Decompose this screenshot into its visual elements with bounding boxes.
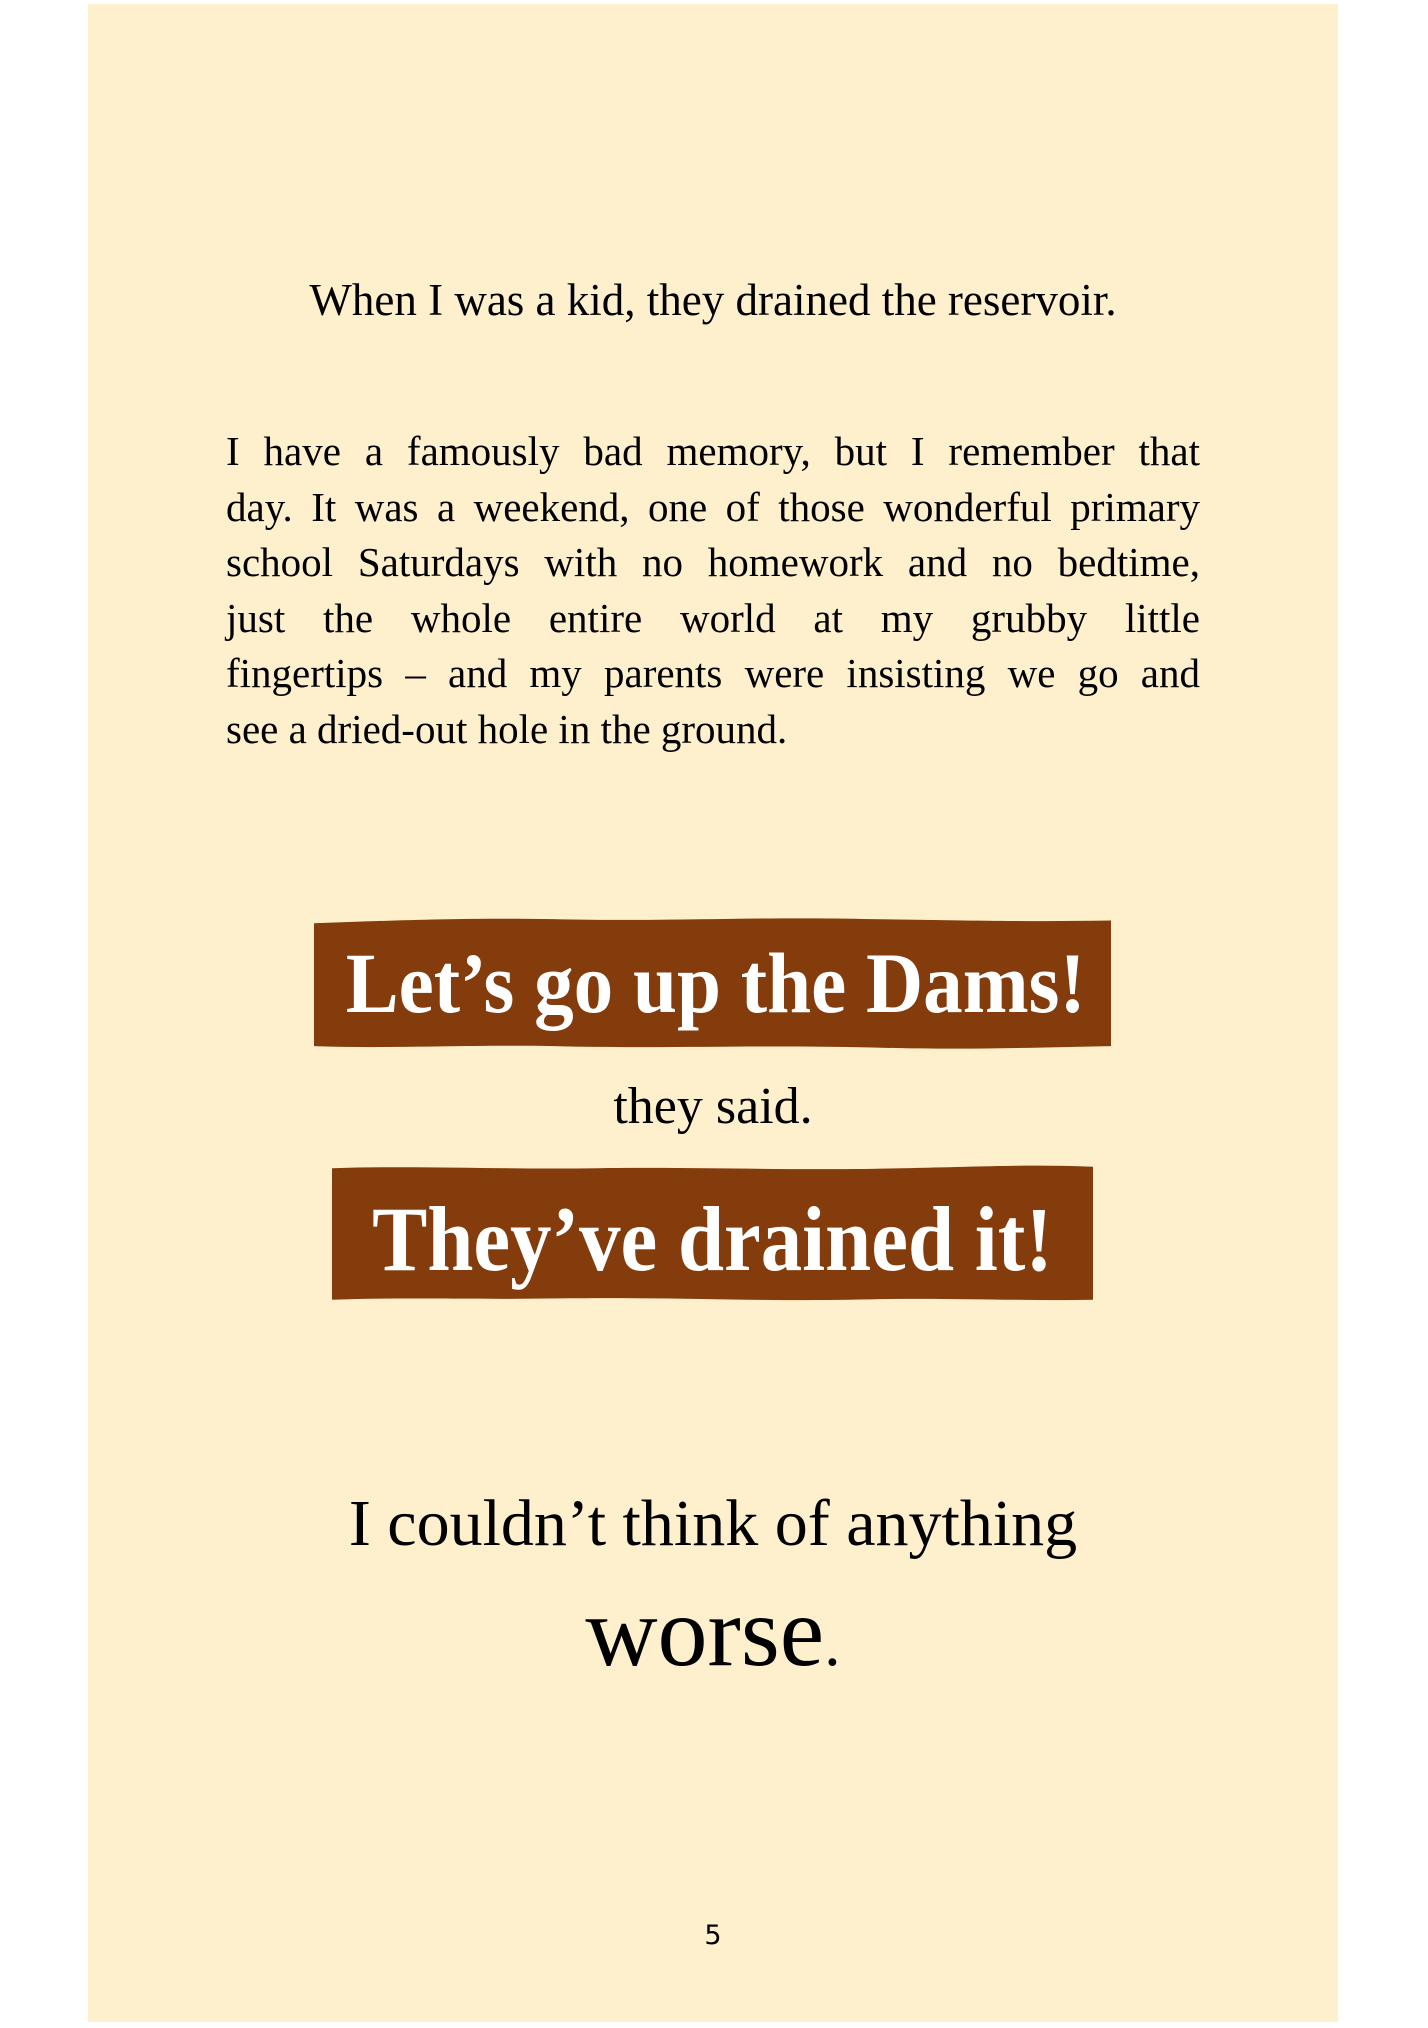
paragraph-line: fingertips – and my parents were insisting we go and [226, 650, 1200, 697]
banner-lets-go [314, 915, 1111, 1053]
paragraph-line: day. It was a weekend, one of those wonderful primary [226, 483, 1200, 530]
worse-period: . [824, 1607, 841, 1680]
paragraph-line: I have a famously bad memory, but I remember that [226, 428, 1200, 474]
banner-text: Let’s go up the Dams! [345, 935, 1086, 1031]
body-paragraph [226, 424, 1200, 758]
banner-text: They’ve drained it! [372, 1188, 1053, 1290]
banner-drained [332, 1164, 1093, 1304]
page-number: 5 [704, 1920, 722, 1951]
paragraph-line: just the whole entire world at my grubby little [226, 594, 1200, 641]
paragraph-line: school Saturdays with no homework and no bedtime, [226, 539, 1200, 586]
book-page [88, 4, 1338, 2022]
closing-line: I couldn’t think of anything [348, 1487, 1078, 1560]
intro-line: When I was a kid, they drained the reservoir. [309, 275, 1117, 325]
paragraph-line: see a dried-out hole in the ground. [226, 705, 788, 752]
they-said-line: they said. [613, 1078, 813, 1135]
worse-line [88, 1574, 1338, 1689]
worse-word: worse [585, 1576, 825, 1687]
